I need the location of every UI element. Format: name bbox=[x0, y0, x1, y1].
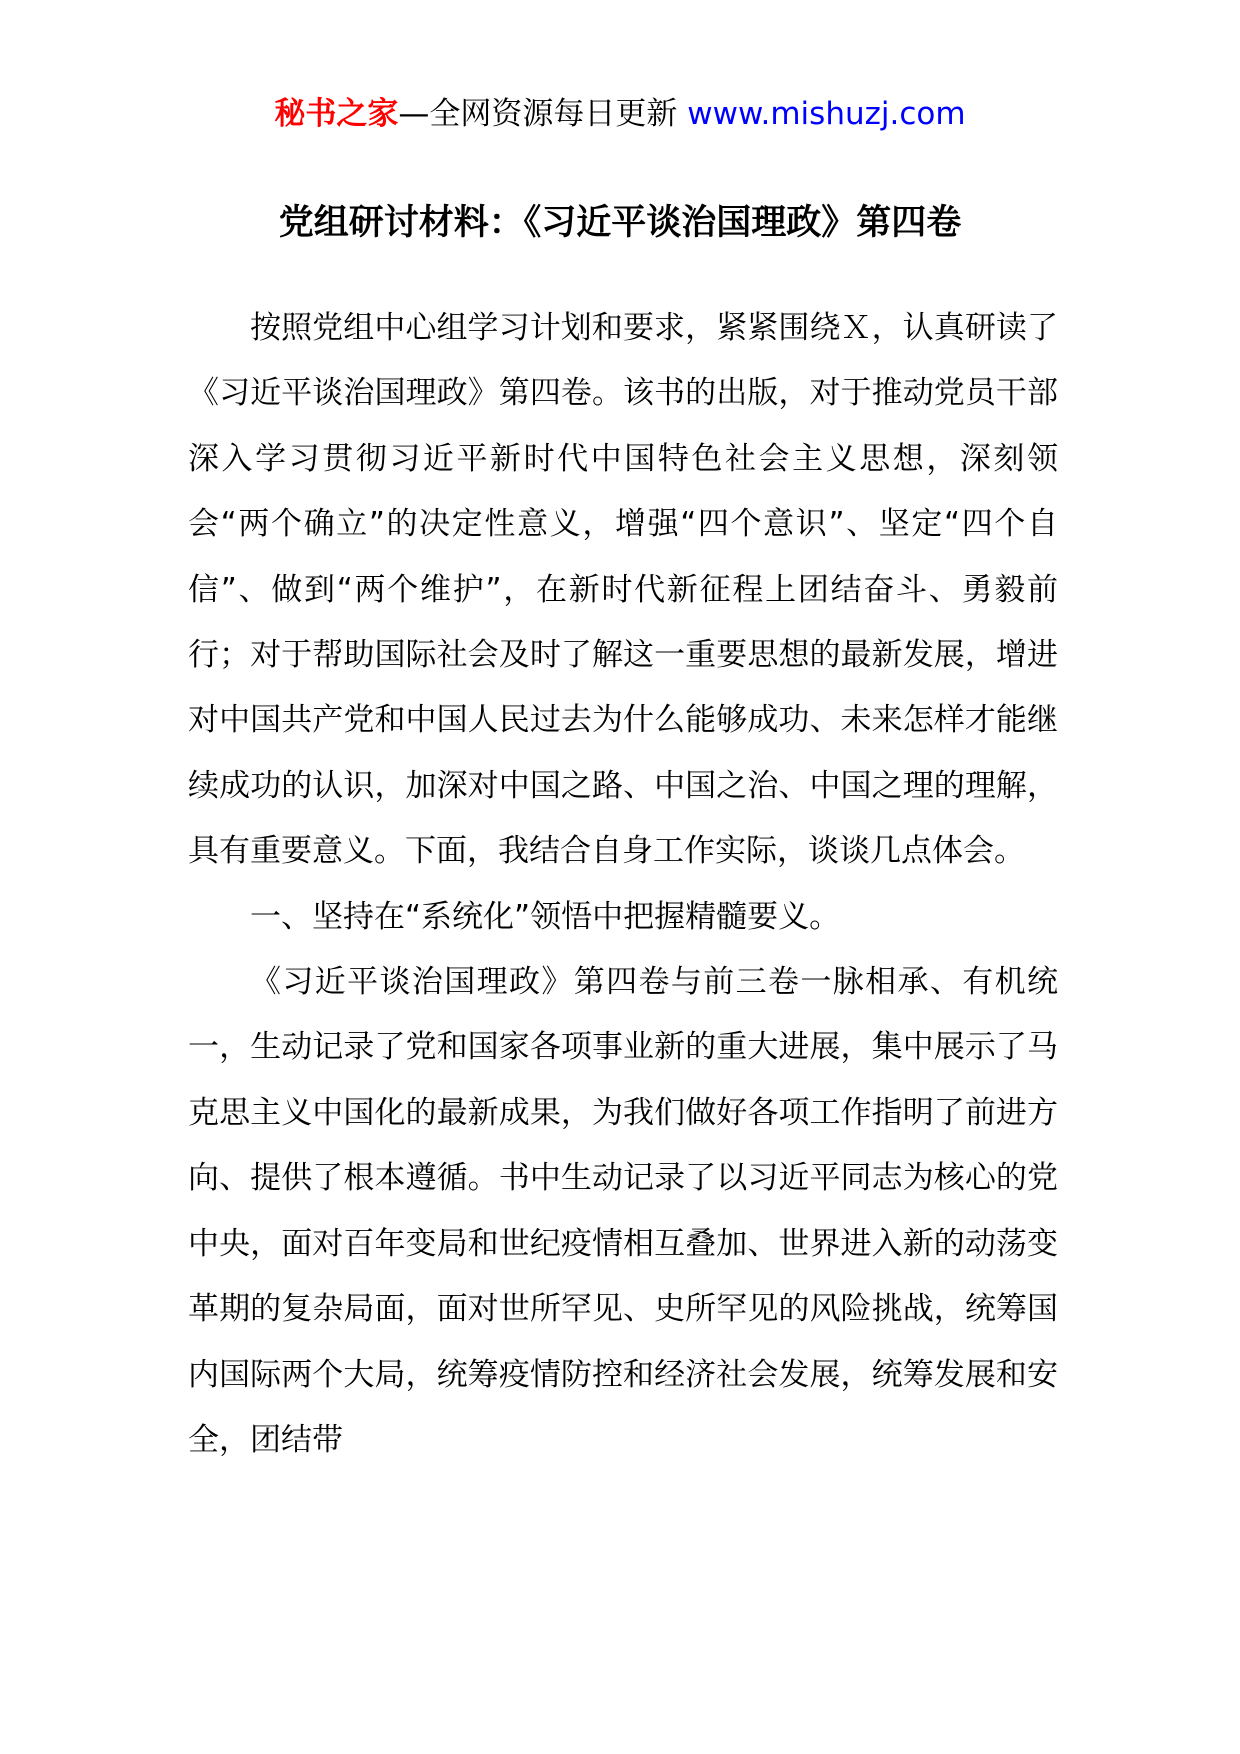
document-title: 党组研讨材料：《习近平谈治国理政》第四卷 bbox=[278, 203, 962, 243]
site-header bbox=[0, 92, 1240, 136]
section-heading-1: 一、坚持在“系统化”领悟中把握精髓要义。 bbox=[250, 898, 841, 935]
document-body bbox=[188, 296, 1058, 1473]
brand-name: 秘书之家 bbox=[274, 96, 399, 132]
site-url-link[interactable]: www.mishuzj.com bbox=[687, 96, 966, 132]
site-tagline: —全网资源每日更新 bbox=[398, 96, 688, 132]
paragraph-intro: 按照党组中心组学习计划和要求，紧紧围绕Ｘ，认真研读了《习近平谈治国理政》第四卷。该书的出版，对于推动党员干部深入学习贯彻习近平新时代中国特色社会主义思想，深刻领会“两个确立”的决定性意义，增强“四个意识”、坚定“四个自信”、做到“两个维护”，在新时代新征程上团结奋斗、勇毅前行；对于帮助国际社会及时了解这一重要思想的最新发展，增进对中国共产党和中国人民过去为什么能够成功、未来怎样才能继续成功的认识，加深对中国之路、中国之治、中国之理的理解，具有重要意义。下面，我结合自身工作实际，谈谈几点体会。 bbox=[188, 310, 1058, 870]
paragraph-section-1: 《习近平谈治国理政》第四卷与前三卷一脉相承、有机统一，生动记录了党和国家各项事业新的重大进展，集中展示了马克思主义中国化的最新成果，为我们做好各项工作指明了前进方向、提供了根本遵循。书中生动记录了以习近平同志为核心的党中央，面对百年变局和世纪疫情相互叠加、世界进入新的动荡变革期的复杂局面，面对世所罕见、史所罕见的风险挑战，统筹国内国际两个大局，统筹疫情防控和经济社会发展，统筹发展和安全，团结带 bbox=[188, 964, 1058, 1458]
